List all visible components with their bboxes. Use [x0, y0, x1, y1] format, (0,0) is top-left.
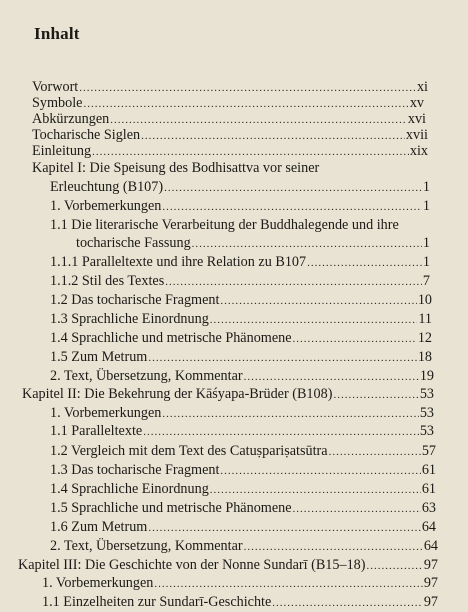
- toc-entry: [50, 348, 432, 366]
- toc-page-number: xv: [409, 95, 424, 111]
- dot-leader: [162, 198, 422, 216]
- toc-entry: [50, 310, 432, 328]
- dot-leader: [244, 368, 419, 386]
- toc-entry-title: Erleuchtung (B107): [50, 179, 164, 195]
- toc-page-number: 1: [422, 254, 430, 270]
- toc-entry-title: 2. Text, Übersetzung, Kommentar: [50, 538, 243, 554]
- toc-entry-title: 1.3 Das tocharische Fragment: [50, 462, 220, 478]
- toc-page-number: 18: [417, 349, 432, 365]
- toc-page-number: 53: [419, 405, 434, 421]
- toc-entry: [50, 404, 434, 422]
- toc-entry-title: 1.1.2 Stil des Textes: [50, 273, 165, 289]
- toc-entry: [50, 291, 432, 309]
- dot-leader: [154, 575, 422, 593]
- dot-leader: [329, 443, 421, 461]
- toc-entry-title: 1.4 Sprachliche Einordnung: [50, 481, 209, 497]
- toc-entry-title: 2. Text, Übersetzung, Kommentar: [50, 368, 243, 384]
- toc-entry: [50, 518, 436, 536]
- toc-entry-title: Kapitel III: Die Geschichte von der Nonne Sundarī (B15–18): [18, 557, 366, 573]
- toc-entry-title: 1.1 Paralleltexte: [50, 423, 143, 439]
- toc-entry-title: 1. Vorbemerkungen: [50, 198, 162, 214]
- dot-leader: [293, 330, 417, 348]
- dot-leader: [148, 349, 416, 367]
- toc-entry-title: 1.4 Sprachliche und metrische Phänomene: [50, 330, 292, 346]
- toc-page-number: xvi: [407, 111, 426, 127]
- toc-page-number: 53: [419, 423, 434, 439]
- toc-entry-title: 1.3 Sprachliche Einordnung: [50, 311, 209, 327]
- dot-leader: [210, 311, 418, 329]
- toc-entry-title: Tocharische Siglen: [32, 127, 141, 143]
- toc-entry: [50, 480, 436, 498]
- toc-entry: [50, 442, 436, 460]
- toc-entry: [42, 574, 438, 592]
- toc-entry-title: Vorwort: [32, 79, 79, 95]
- toc-page-number: 1: [422, 179, 430, 195]
- dot-leader: [244, 538, 423, 556]
- toc-entry-title: Abkürzungen: [32, 111, 110, 127]
- dot-leader: [220, 462, 420, 480]
- toc-entry-title: Symbole: [32, 95, 83, 111]
- toc-page-number: 1: [422, 198, 430, 214]
- dot-leader: [333, 386, 418, 404]
- toc-entry-title: tocharische Fassung: [76, 235, 191, 251]
- dot-leader: [272, 594, 423, 612]
- toc-entry: [50, 329, 432, 347]
- toc-entry-title: Kapitel I: Die Speisung des Bodhisattva vor seiner: [32, 160, 320, 176]
- toc-entry: [22, 385, 434, 403]
- toc-entry-title: 1.1 Die literarische Verarbeitung der Buddhalegende und ihre: [50, 217, 399, 233]
- dot-leader: [367, 557, 423, 575]
- dot-leader: [148, 519, 420, 537]
- toc-page-number: 53: [419, 386, 434, 402]
- toc-page-number: 61: [421, 481, 436, 497]
- toc-page-number: 63: [421, 500, 436, 516]
- dot-leader: [210, 481, 421, 499]
- toc-page-number: 11: [418, 311, 432, 327]
- toc-page-number: 7: [422, 273, 430, 289]
- toc-page-number: 19: [419, 368, 434, 384]
- toc-entry: [50, 537, 438, 555]
- toc-entry-title: 1.1.1 Paralleltexte und ihre Relation zu B107: [50, 254, 307, 270]
- toc-entry: [50, 367, 434, 385]
- toc-entry: [50, 272, 430, 290]
- toc-entry-title: 1.1 Einzelheiten zur Sundarī-Geschichte: [42, 594, 272, 610]
- toc-entry-title: 1. Vorbemerkungen: [42, 575, 154, 591]
- toc-page-number: 64: [421, 519, 436, 535]
- toc-page-number: 10: [417, 292, 432, 308]
- toc-entry: [50, 461, 436, 479]
- toc-entry-title: Einleitung: [32, 143, 92, 159]
- page-title: Inhalt: [34, 24, 80, 43]
- toc-entry-title: Kapitel II: Die Bekehrung der Kāśyapa-Brüder (B108): [22, 386, 333, 402]
- toc-entry: [32, 142, 428, 160]
- toc-page-number: 61: [421, 462, 436, 478]
- dot-leader: [165, 273, 422, 291]
- toc-page-number: xvii: [405, 127, 428, 143]
- toc-page-number: xi: [416, 79, 428, 95]
- toc-entry: [50, 253, 430, 271]
- toc-entry: [50, 422, 434, 440]
- toc-page-number: 1: [422, 235, 430, 251]
- toc-entry-title: 1.2 Vergleich mit dem Text des Catuṣpariṣatsūtra: [50, 443, 328, 459]
- dot-leader: [164, 179, 422, 197]
- toc-entry-title: 1.2 Das tocharische Fragment: [50, 292, 220, 308]
- toc-page-number: xix: [409, 143, 428, 159]
- dot-leader: [192, 235, 422, 253]
- toc-page-number: 97: [423, 594, 438, 610]
- dot-leader: [220, 292, 416, 310]
- toc-entry: [76, 234, 430, 252]
- toc-page-number: 12: [417, 330, 432, 346]
- toc-page-number: 57: [421, 443, 436, 459]
- dot-leader: [162, 405, 418, 423]
- toc-page-number: 97: [423, 575, 438, 591]
- toc-entry: [50, 197, 430, 215]
- toc-entry: [50, 499, 436, 517]
- toc-entry: [18, 556, 438, 574]
- toc-page-number: 64: [423, 538, 438, 554]
- dot-leader: [307, 254, 422, 272]
- dot-leader: [293, 500, 421, 518]
- toc-entry: [50, 178, 430, 196]
- dot-leader: [143, 423, 419, 441]
- toc-entry-title: 1.5 Zum Metrum: [50, 349, 148, 365]
- toc-entry-title: 1.6 Zum Metrum: [50, 519, 148, 535]
- toc-page-number: 97: [423, 557, 438, 573]
- toc-entry-title: 1.5 Sprachliche und metrische Phänomene: [50, 500, 292, 516]
- toc-entry-title: 1. Vorbemerkungen: [50, 405, 162, 421]
- toc-entry: [42, 593, 438, 611]
